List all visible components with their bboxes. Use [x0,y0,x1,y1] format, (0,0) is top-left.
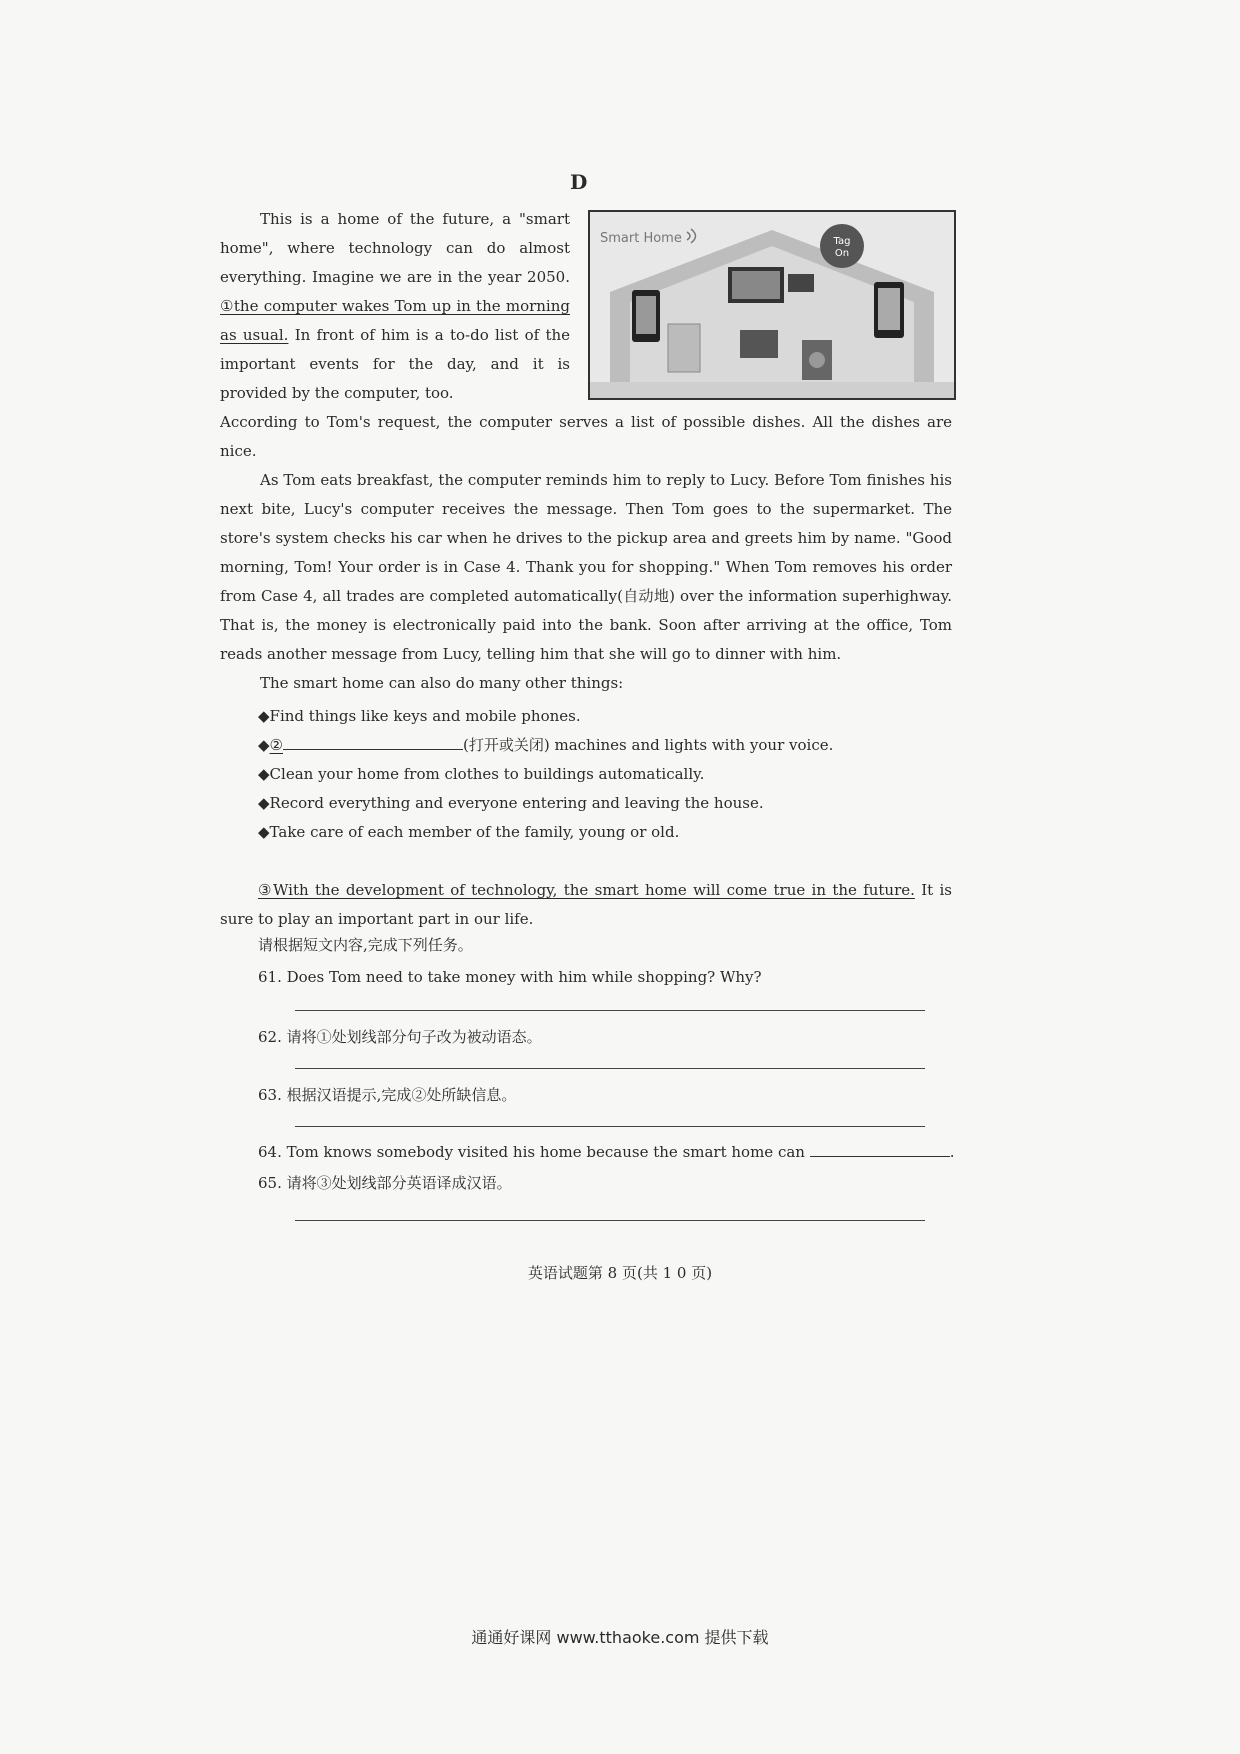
answer-line-62[interactable] [295,1068,925,1069]
monitor [740,330,778,358]
svg-text:On: On [834,248,850,259]
answer-line-63[interactable] [295,1126,925,1127]
answer-blank-64[interactable] [810,1142,950,1157]
page-footer: 英语试题第 8 页(共 1 0 页) [527,1264,713,1282]
task-instructions: 请根据短文内容,完成下列任务。 [258,936,473,954]
paragraph-3: The smart home can also do many other things: [260,674,624,692]
closing-paragraph: ③With the development of technology, the smart home will come true in the future. It is sure to play an important part in our life. [220,881,952,928]
question-62: 62. 请将①处划线部分句子改为被动语态。 [258,1028,542,1046]
paragraph-2: As Tom eats breakfast, the computer reminds him to reply to Lucy. Before Tom finishes his next bite, Lucy's computer receives the message. Then Tom goes to the supermarket. The store's system checks his car when he drives to the pickup area and greets him by name. "Good morning, Tom! Your order is in Case 4. Thank you for shopping." When Tom removes his order from Case 4, all trades are completed automatically(自动地) over the information superhighway. That is, the money is electronically paid into the bank. Soon after arriving at the office, Tom reads another message from Lucy, telling him that she will go to dinner with him. [220,471,952,663]
feature-list [258,702,958,847]
svg-text:Tag: Tag [833,236,851,247]
section-title: D [570,170,588,194]
underlined-sentence-3: ③With the development of technology, the smart home will come true in the future. [258,881,915,899]
list-item-blank: ◆② (打开或关闭) machines and lights with your voice. [258,731,958,760]
intro-text-end: In front of him is a to-do list of the important events for the day, and it is provided by the computer, too. [220,326,571,402]
list-item: ◆Take care of each member of the family, young or old. [258,823,680,841]
small-screen [788,274,814,292]
answer-line-61[interactable] [295,1010,925,1011]
list-item: ◆Record everything and everyone entering and leaving the house. [258,794,764,812]
list-item: ◆Find things like keys and mobile phones. [258,707,581,725]
figure-caption: Smart Home [600,231,682,246]
underlined-sentence-1: ①the computer wakes Tom up in the morning as usual. [220,297,570,344]
fridge [668,324,700,372]
intro-paragraph [220,205,570,408]
question-65: 65. 请将③处划线部分英语译成汉语。 [258,1174,512,1192]
answer-line-65[interactable] [295,1220,925,1221]
question-61: 61. Does Tom need to take money with him while shopping? Why? [258,968,762,986]
paragraph-1-continued: According to Tom's request, the computer serves a list of possible dishes. All the dishes are nice. [220,413,952,460]
question-64: 64. Tom knows somebody visited his home because the smart home can . [258,1143,955,1161]
question-63: 63. 根据汉语提示,完成②处所缺信息。 [258,1086,517,1104]
fill-in-blank[interactable] [283,733,463,750]
smart-home-illustration [588,210,956,400]
watermark: 通通好课网 www.tthaoke.com 提供下载 [471,1628,769,1647]
list-item: ◆Clean your home from clothes to buildings automatically. [258,765,705,783]
article-body [220,408,952,698]
intro-text-start: This is a home of the future, a "smart home", where technology can do almost everything. Imagine we are in the year 2050. [220,210,570,286]
